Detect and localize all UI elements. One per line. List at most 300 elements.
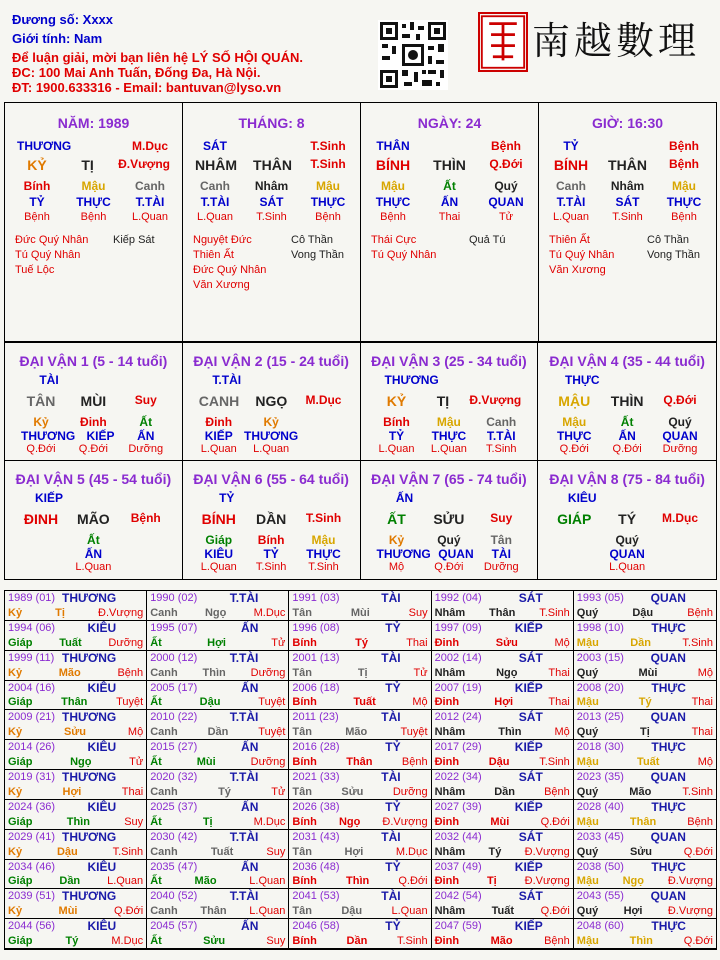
year-cell xyxy=(574,919,716,949)
hidden-stem: Mậu xyxy=(311,533,336,547)
hidden-stem: Canh xyxy=(200,179,230,193)
dai-van-cell xyxy=(361,461,539,579)
year-stem: Tân xyxy=(292,905,312,918)
year-cell xyxy=(147,770,289,800)
hidden-god xyxy=(554,547,594,561)
hidden-state: Mộ xyxy=(388,561,405,573)
dai-van-branch: SỬU xyxy=(433,511,465,527)
year-branch: Dần xyxy=(207,726,229,739)
year-stem: Giáp xyxy=(8,636,33,649)
year-stem: Kỷ xyxy=(8,905,23,918)
year-cell xyxy=(574,889,716,919)
year-stem: Nhâm xyxy=(434,726,466,739)
hidden-god xyxy=(660,547,700,561)
hidden-god: QUAN xyxy=(438,547,474,561)
dai-van-god: TÀI xyxy=(39,373,59,387)
hidden-god: ẤN xyxy=(618,429,636,443)
year-stem: Giáp xyxy=(8,696,33,709)
year-state: Đ.Vượng xyxy=(382,815,428,828)
year-god: THƯƠNG xyxy=(62,889,117,904)
year-state: Bệnh xyxy=(544,785,570,798)
year-god: T.TÀI xyxy=(229,770,259,784)
hidden-stem xyxy=(126,533,166,547)
star-name: Tú Quý Nhân xyxy=(549,249,615,261)
star-name: Tú Quý Nhân xyxy=(15,249,81,261)
year-label: 2010 (22) xyxy=(150,711,198,724)
year-god: TÀI xyxy=(381,829,401,844)
hidden-stem: Mậu xyxy=(436,415,461,429)
dai-van-title: ĐẠI VẬN 6 (55 - 64 tuổi) xyxy=(193,471,349,487)
year-god: TÀI xyxy=(381,770,401,784)
year-label: 2029 (41) xyxy=(8,830,56,843)
year-god: TỶ xyxy=(385,859,401,874)
year-label: 2019 (31) xyxy=(8,771,56,783)
year-cell xyxy=(5,710,147,740)
hidden-god: ẤN xyxy=(84,547,103,561)
dai-van-branch: THÌN xyxy=(610,393,644,409)
dai-van-state: M.Dục xyxy=(305,393,342,407)
hidden-state: Dưỡng xyxy=(128,443,164,455)
year-label: 2026 (38) xyxy=(292,800,340,813)
dai-van-god: THƯƠNG xyxy=(384,373,439,387)
year-stem: Quý xyxy=(576,666,599,679)
pillar-title: GIỜ: 16:30 xyxy=(591,115,664,131)
year-label: 1989 (01) xyxy=(8,592,56,604)
year-cell xyxy=(289,591,431,621)
logo-text: 南越數理 xyxy=(532,19,701,63)
year-label: 2018 (30) xyxy=(576,741,624,754)
year-branch: Tý xyxy=(638,696,652,709)
year-branch: Thìn xyxy=(202,666,226,679)
year-label: 2007 (19) xyxy=(434,681,482,694)
hidden-stem: Ất xyxy=(620,415,634,429)
star-name: Cô Thần xyxy=(291,234,333,246)
hidden-stem: Mậu xyxy=(81,179,106,193)
hidden-god: THƯƠNG xyxy=(21,429,76,443)
hidden-state: Bệnh xyxy=(671,211,697,223)
year-god: THỰC xyxy=(651,740,686,755)
year-label: 2016 (28) xyxy=(292,741,340,754)
year-state: T.Sinh xyxy=(112,845,144,858)
year-stem: Nhâm xyxy=(434,845,466,858)
hidden-state xyxy=(21,561,61,573)
year-state: Suy xyxy=(266,845,286,858)
year-god: THỰC xyxy=(651,799,686,814)
year-state: Bệnh xyxy=(687,815,713,828)
dai-van-stem: KỶ xyxy=(386,393,407,409)
year-stem: Mậu xyxy=(576,935,599,947)
hidden-state xyxy=(660,561,700,573)
year-god: THƯƠNG xyxy=(62,829,117,844)
hidden-stem: Mậu xyxy=(316,179,340,193)
year-god: KIÊU xyxy=(87,740,117,755)
dai-van-god: KIẾP xyxy=(34,491,63,505)
year-label: 2032 (44) xyxy=(434,830,482,843)
year-label: 2047 (59) xyxy=(434,920,482,933)
year-god: QUAN xyxy=(650,829,686,844)
year-stem: Bính xyxy=(292,756,317,768)
year-label: 2017 (29) xyxy=(434,741,482,754)
hidden-state: L.Quan xyxy=(430,443,467,455)
year-stem: Đinh xyxy=(434,636,460,649)
dai-van-stem: BÍNH xyxy=(201,511,236,527)
year-label: 2036 (48) xyxy=(292,860,340,873)
hidden-stem: Nhâm xyxy=(610,179,645,193)
dai-van-title: ĐẠI VẬN 4 (35 - 44 tuổi) xyxy=(549,353,705,369)
hidden-stem: Kỷ xyxy=(33,415,49,429)
year-cell xyxy=(432,651,574,681)
year-state: Thai xyxy=(548,696,570,709)
year-label: 2048 (60) xyxy=(576,920,624,933)
year-state: Dưỡng xyxy=(250,666,286,679)
year-label: 2044 (56) xyxy=(8,920,56,933)
year-branch: Sửu xyxy=(341,785,364,798)
year-god: TỶ xyxy=(385,680,401,695)
dai-van-title: ĐẠI VẬN 8 (75 - 84 tuổi) xyxy=(549,471,705,487)
star-name: Thiên Ất xyxy=(549,234,590,246)
year-state: Mộ xyxy=(554,636,570,649)
hidden-stem: Mậu xyxy=(381,179,405,193)
year-cell xyxy=(289,651,431,681)
year-state: L.Quan xyxy=(107,875,144,888)
year-branch: Tị xyxy=(55,606,65,619)
year-god: SÁT xyxy=(518,710,543,725)
hidden-god: QUAN xyxy=(609,547,645,561)
hidden-state: Q.Đới xyxy=(612,443,642,455)
year-stem: Canh xyxy=(150,666,178,679)
year-label: 1990 (02) xyxy=(150,592,198,604)
year-label: 2038 (50) xyxy=(576,860,624,873)
year-stem: Canh xyxy=(150,905,178,918)
year-label: 2025 (37) xyxy=(150,800,198,813)
year-branch: Tuất xyxy=(210,845,234,858)
year-stem: Tân xyxy=(292,845,312,858)
year-god: ẤN xyxy=(241,799,259,814)
year-branch: Dần xyxy=(346,935,368,947)
year-cell xyxy=(574,800,716,830)
year-stem: Bính xyxy=(292,875,317,888)
year-state: Q.Đới xyxy=(540,815,570,828)
hidden-god: KIÊU xyxy=(204,547,234,561)
year-cell xyxy=(5,770,147,800)
year-branch: Dậu xyxy=(488,756,510,768)
hidden-god: QUAN xyxy=(488,195,524,209)
dai-van-god: KIÊU xyxy=(567,491,597,505)
hidden-stem: Quý xyxy=(615,533,639,547)
year-label: 2011 (23) xyxy=(292,711,339,724)
year-label: 2000 (12) xyxy=(150,651,198,664)
star-name: Nguyệt Đức xyxy=(193,234,252,246)
hidden-god: THỰC xyxy=(556,429,592,443)
year-branch: Ngọ xyxy=(204,606,227,619)
year-stem: Tân xyxy=(292,785,312,798)
year-state: Q.Đới xyxy=(683,935,713,947)
year-cell xyxy=(147,889,289,919)
year-cell xyxy=(574,651,716,681)
top-state: T.Sinh xyxy=(310,139,346,153)
year-god: ẤN xyxy=(241,740,259,755)
earthly-branch: TỊ xyxy=(81,157,94,173)
hidden-state: L.Quan xyxy=(378,443,415,455)
year-label: 1996 (08) xyxy=(292,621,340,634)
year-god: KIẾP xyxy=(514,620,543,635)
year-label: 1991 (03) xyxy=(292,592,340,604)
star-name: Vong Thần xyxy=(291,249,345,261)
year-label: 2008 (20) xyxy=(576,681,624,694)
year-cell xyxy=(432,889,574,919)
year-god: THƯƠNG xyxy=(62,650,117,665)
dai-van-stem: MẬU xyxy=(558,393,591,409)
year-label: 1994 (06) xyxy=(8,621,56,634)
gender-line: Giới tính: Nam xyxy=(12,31,103,46)
year-cell xyxy=(574,740,716,770)
earthly-branch: THÂN xyxy=(608,157,647,173)
dai-van-state: T.Sinh xyxy=(305,511,342,525)
dai-van-state: Q.Đới xyxy=(663,393,697,407)
hidden-stem: Bính xyxy=(383,415,410,429)
year-state: Bệnh xyxy=(544,935,570,947)
year-label: 2033 (45) xyxy=(576,830,624,843)
year-branch: Tý xyxy=(218,785,231,798)
year-cell xyxy=(147,740,289,770)
year-branch: Mão xyxy=(58,666,81,679)
hidden-stem: Tân xyxy=(490,533,512,547)
hidden-stem: Đinh xyxy=(80,415,107,429)
year-state: Tuyệt xyxy=(258,726,286,739)
stars-list xyxy=(539,233,716,278)
header xyxy=(0,0,720,100)
year-state: Mộ xyxy=(554,726,570,739)
year-cell xyxy=(289,889,431,919)
year-branch: Tị xyxy=(357,666,368,679)
hidden-god: TỶ xyxy=(263,547,279,561)
hidden-god: TÀI xyxy=(491,547,511,561)
year-god: T.TÀI xyxy=(229,829,259,844)
year-cell xyxy=(5,681,147,711)
hidden-god: THỰC xyxy=(431,429,467,443)
dai-van-state: Suy xyxy=(490,511,513,525)
year-label: 2004 (16) xyxy=(8,681,56,694)
year-stem: Canh xyxy=(150,785,178,798)
year-label: 2045 (57) xyxy=(150,920,198,933)
year-god: ẤN xyxy=(241,919,259,934)
dai-van-branch: TỊ xyxy=(436,393,450,409)
year-cell xyxy=(574,830,716,860)
year-state: Dưỡng xyxy=(392,785,428,798)
hidden-state: Q.Đới xyxy=(78,443,108,455)
hidden-stem: Quý xyxy=(494,179,518,193)
hidden-stem xyxy=(660,533,700,547)
year-cell xyxy=(289,860,431,890)
year-branch: Dần xyxy=(494,785,516,798)
year-state: Tử xyxy=(129,756,144,768)
year-cell xyxy=(432,710,574,740)
year-label: 2028 (40) xyxy=(576,800,624,813)
hidden-state xyxy=(554,561,594,573)
hidden-state: L.Quan xyxy=(75,561,112,573)
year-cell xyxy=(432,681,574,711)
hidden-stem: Bính xyxy=(257,533,285,547)
year-cell xyxy=(147,830,289,860)
year-cell xyxy=(574,770,716,800)
star-name: Quả Tú xyxy=(469,234,506,246)
year-branch: Ngọ xyxy=(496,666,518,679)
year-stem: Kỷ xyxy=(8,606,23,619)
hidden-god: THỰC xyxy=(76,195,111,209)
year-stem: Ất xyxy=(150,815,162,828)
year-label: 2037 (49) xyxy=(434,860,482,873)
hidden-stem xyxy=(304,415,344,429)
hidden-state: Thai xyxy=(438,211,461,223)
hidden-stem xyxy=(21,533,61,547)
year-branch: Thân xyxy=(346,756,373,768)
year-label: 2023 (35) xyxy=(576,771,624,783)
hidden-stem: Ất xyxy=(443,179,456,193)
year-branch: Hợi xyxy=(494,696,514,709)
year-god: KIÊU xyxy=(87,919,117,934)
year-cell xyxy=(147,591,289,621)
year-branch: Thìn xyxy=(346,875,370,888)
year-god: ẤN xyxy=(241,620,259,635)
dai-van-cell xyxy=(5,343,183,461)
year-cell xyxy=(5,889,147,919)
year-state: Q.Đới xyxy=(398,875,428,888)
star-name: Đức Quý Nhân xyxy=(15,234,89,246)
year-branch: Sửu xyxy=(495,636,518,649)
year-god: THỰC xyxy=(651,620,686,635)
year-branch: Mùi xyxy=(58,905,78,918)
year-stem: Mậu xyxy=(576,815,599,828)
hidden-stem: Kỷ xyxy=(388,533,405,547)
star-name: Tú Quý Nhân xyxy=(371,249,437,261)
year-god: SÁT xyxy=(518,591,543,605)
year-god: TÀI xyxy=(381,710,401,725)
year-state: Bệnh xyxy=(687,606,713,619)
year-label: 1999 (11) xyxy=(8,651,55,664)
year-state: Đ.Vượng xyxy=(524,845,570,858)
year-stem: Đinh xyxy=(434,756,460,768)
year-state: Suy xyxy=(266,935,286,947)
year-stem: Quý xyxy=(576,726,599,739)
year-state: Thai xyxy=(691,726,713,739)
dai-van-cell xyxy=(538,343,716,461)
year-branch: Tý xyxy=(355,636,368,649)
year-god: T.TÀI xyxy=(229,650,259,665)
year-stem: Kỷ xyxy=(8,666,23,679)
year-label: 2013 (25) xyxy=(576,711,624,724)
year-cell xyxy=(432,740,574,770)
year-state: Thai xyxy=(121,785,144,798)
year-god: KIÊU xyxy=(87,620,117,635)
year-cell xyxy=(432,860,574,890)
year-state: Tử xyxy=(271,785,286,798)
hidden-god: T.TÀI xyxy=(486,429,516,443)
year-branch: Dần xyxy=(59,875,81,888)
year-state: Mộ xyxy=(697,756,713,768)
address-line: ĐC: 100 Mai Anh Tuấn, Đống Đa, Hà Nội. xyxy=(12,65,261,80)
top-state: Bệnh xyxy=(669,139,699,153)
pillar-3 xyxy=(539,103,716,341)
dai-van-stem: ĐINH xyxy=(23,511,59,527)
year-branch: Tý xyxy=(488,845,502,858)
year-stem: Giáp xyxy=(8,815,33,828)
hidden-god: THƯƠNG xyxy=(376,547,431,561)
year-branch: Mùi xyxy=(350,606,370,619)
year-cell xyxy=(5,740,147,770)
year-god: SÁT xyxy=(518,889,543,904)
pillar-0 xyxy=(5,103,183,341)
dai-van-cell xyxy=(183,343,361,461)
hidden-state: Bệnh xyxy=(80,211,107,223)
seal-stamp-icon xyxy=(478,12,528,72)
star-name: Vong Thần xyxy=(647,249,701,261)
year-cell xyxy=(574,591,716,621)
year-state: Thai xyxy=(691,696,713,709)
year-label: 2012 (24) xyxy=(434,711,482,724)
year-state: Đ.Vượng xyxy=(524,875,570,888)
year-god: T.TÀI xyxy=(229,710,259,725)
year-cell xyxy=(5,621,147,651)
year-label: 1995 (07) xyxy=(150,621,198,634)
hidden-stem: Canh xyxy=(486,415,517,429)
year-branch: Tý xyxy=(65,935,79,947)
year-branch: Hợi xyxy=(623,905,643,918)
year-state: Đ.Vượng xyxy=(98,606,144,619)
top-god: THÂN xyxy=(376,139,410,153)
dai-van-branch: MÃO xyxy=(77,511,110,527)
pillar-title: NĂM: 1989 xyxy=(57,115,130,131)
year-state: Đ.Vượng xyxy=(667,905,713,918)
year-label: 2014 (26) xyxy=(8,741,56,754)
hidden-god: TỶ xyxy=(388,429,405,443)
life-stage: Q.Đới xyxy=(489,157,523,171)
hidden-state: T.Sinh xyxy=(485,443,517,455)
hidden-stem: Canh xyxy=(135,179,165,193)
year-state: Dưỡng xyxy=(250,756,286,768)
year-branch: Thìn xyxy=(629,935,653,947)
hidden-state: Tử xyxy=(498,211,514,223)
year-stem: Tân xyxy=(292,606,312,619)
year-branch: Sửu xyxy=(203,935,226,947)
year-cell xyxy=(147,860,289,890)
hidden-stem: Mậu xyxy=(672,179,696,193)
year-label: 1993 (05) xyxy=(576,592,624,604)
star-name: Văn Xương xyxy=(193,279,250,291)
year-cell xyxy=(289,770,431,800)
hidden-state: Bệnh xyxy=(24,211,50,223)
year-label: 2027 (39) xyxy=(434,800,482,813)
year-god: QUAN xyxy=(650,710,686,725)
year-god: KIÊU xyxy=(87,680,117,695)
hidden-state: Q.Đới xyxy=(26,443,56,455)
year-stem: Quý xyxy=(576,606,599,619)
year-state: M.Dục xyxy=(111,935,144,947)
hidden-stem: Đinh xyxy=(205,415,233,429)
top-god: SÁT xyxy=(203,139,227,153)
year-god: SÁT xyxy=(518,650,543,665)
year-god: TÀI xyxy=(381,591,401,605)
dai-van-cell xyxy=(5,461,183,579)
year-branch: Mùi xyxy=(490,815,510,828)
year-stem: Giáp xyxy=(8,875,33,888)
year-cell xyxy=(432,919,574,949)
year-state: Mộ xyxy=(697,666,713,679)
year-label: 2005 (17) xyxy=(150,681,198,694)
year-state: T.Sinh xyxy=(539,606,570,619)
pillar-1 xyxy=(183,103,361,341)
hidden-state: L.Quan xyxy=(609,561,646,573)
year-god: QUAN xyxy=(650,889,686,904)
